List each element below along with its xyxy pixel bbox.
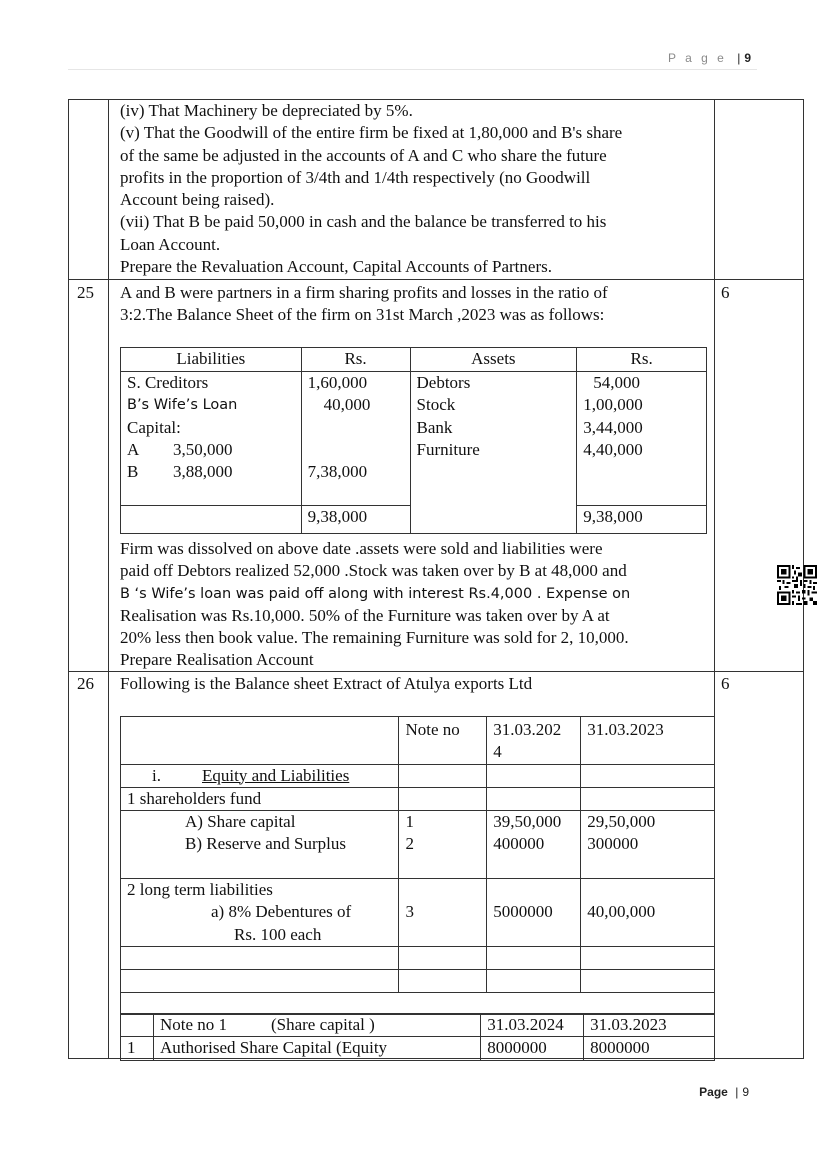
text-line: B ‘s Wife’s loan was paid off along with interest Rs.4,000 . Expense on bbox=[120, 585, 631, 602]
page-footer bbox=[699, 1085, 749, 1099]
header-page-number: 9 bbox=[744, 51, 751, 65]
header-liabilities: Liabilities bbox=[121, 348, 302, 372]
amount-debtors: 54,000 bbox=[593, 373, 640, 392]
header-rs-liabilities: Rs. bbox=[301, 348, 410, 372]
header-assets: Assets bbox=[410, 348, 577, 372]
qr-code-icon bbox=[777, 565, 817, 605]
amount-creditors: 1,60,000 bbox=[307, 373, 368, 392]
text-line: profits in the proportion of 3/4th and 1/4th respectively (no Goodwill bbox=[120, 167, 591, 187]
balance-sheet-table bbox=[120, 347, 707, 534]
marks-q25: 6 bbox=[721, 283, 730, 302]
note-share-capital-table bbox=[120, 1013, 715, 1061]
asset-debtors: Debtors bbox=[416, 373, 471, 392]
long-term-liabilities bbox=[121, 879, 399, 947]
extract-header-2023: 31.03.2023 bbox=[581, 717, 715, 765]
text-line: 20% less then book value. The remaining Furniture was sold for 2, 10,000. bbox=[120, 628, 629, 648]
extract-header-2024: 31.03.202 4 bbox=[487, 717, 581, 765]
assets-total: 9,38,000 bbox=[577, 506, 707, 534]
reserve-surplus-2024: 400000 bbox=[493, 834, 545, 854]
amount-capital: 7,38,000 bbox=[307, 462, 368, 482]
empty-row bbox=[121, 970, 399, 993]
text-line: (v) That the Goodwill of the entire firm be fixed at 1,80,000 and B's share bbox=[120, 123, 623, 143]
text-line: A and B were partners in a firm sharing profits and losses in the ratio of bbox=[120, 283, 608, 302]
note-header-2024: 31.03.2024 bbox=[481, 1014, 584, 1037]
note-row-2024: 8000000 bbox=[481, 1037, 584, 1060]
text-line: 3:2.The Balance Sheet of the firm on 31st March ,2023 was as follows: bbox=[120, 305, 605, 325]
text-line: (iv) That Machinery be depreciated by 5%. bbox=[120, 101, 413, 120]
amount-bank: 3,44,000 bbox=[583, 417, 643, 437]
note-title: Note no 1 (Share capital ) bbox=[153, 1014, 480, 1037]
footer-separator: | bbox=[735, 1085, 739, 1099]
liabilities-total: 9,38,000 bbox=[301, 506, 410, 534]
question-25-intro bbox=[120, 282, 710, 327]
balance-sheet-extract-table bbox=[120, 716, 715, 1015]
note-ref-2: 2 bbox=[405, 834, 414, 854]
group-shareholders-fund: 1 shareholders fund bbox=[121, 787, 399, 810]
item-debentures-cont: Rs. 100 each bbox=[234, 924, 322, 944]
column-divider-qno bbox=[108, 99, 109, 1059]
extract-header-note: Note no bbox=[399, 717, 487, 765]
liability-capital: Capital: bbox=[127, 417, 181, 437]
text-line: of the same be adjusted in the accounts of A and C who share the future bbox=[120, 145, 607, 165]
question-25-details bbox=[120, 538, 710, 672]
asset-stock: Stock bbox=[416, 395, 456, 415]
section-equity-liabilities: i. Equity and Liabilities bbox=[121, 764, 399, 787]
text-line: Following is the Balance sheet Extract of Atulya exports Ltd bbox=[120, 674, 533, 693]
liability-creditors: S. Creditors bbox=[127, 373, 209, 392]
question-24-continued bbox=[120, 100, 710, 278]
text-line: paid off Debtors realized 52,000 .Stock was taken over by B at 48,000 and bbox=[120, 561, 627, 581]
amount-stock: 1,00,000 bbox=[583, 395, 643, 415]
capital-a-row: A 3,50,000 bbox=[127, 439, 233, 459]
header-rule bbox=[68, 69, 757, 70]
question-number-26: 26 bbox=[77, 674, 94, 693]
page-header bbox=[668, 51, 751, 65]
row-divider-q25 bbox=[68, 279, 804, 280]
empty-row bbox=[121, 947, 399, 970]
asset-furniture: Furniture bbox=[416, 439, 480, 459]
reserve-surplus-2023: 300000 bbox=[587, 834, 639, 854]
debentures-2023: 40,00,000 bbox=[587, 902, 656, 922]
amount-wife-loan: 40,000 bbox=[323, 395, 371, 415]
text-line: Prepare Realisation Account bbox=[120, 650, 314, 670]
header-label: P a g e bbox=[668, 51, 727, 65]
item-debentures: a) 8% Debentures of bbox=[211, 902, 352, 922]
text-line: (vii) That B be paid 50,000 in cash and the balance be transferred to his bbox=[120, 212, 607, 232]
question-26-intro bbox=[120, 673, 710, 695]
text-line: Account being raised). bbox=[120, 190, 275, 210]
liability-wife-loan: B’s Wife’s Loan bbox=[127, 397, 238, 414]
footer-label: Page bbox=[699, 1085, 728, 1099]
note-row-number: 1 bbox=[121, 1037, 154, 1060]
text-line: Realisation was Rs.10,000. 50% of the Furniture was taken over by A at bbox=[120, 605, 610, 625]
question-number-25: 25 bbox=[77, 283, 94, 302]
marks-q26: 6 bbox=[721, 674, 730, 693]
text-line: Loan Account. bbox=[120, 234, 221, 254]
debentures-2024: 5000000 bbox=[493, 902, 553, 922]
item-reserve-surplus: B) Reserve and Surplus bbox=[185, 834, 347, 854]
header-rs-assets: Rs. bbox=[577, 348, 707, 372]
note-row-2023: 8000000 bbox=[584, 1037, 715, 1060]
liabilities-amount-cell bbox=[301, 372, 410, 506]
note-row-label: Authorised Share Capital (Equity bbox=[153, 1037, 480, 1060]
liabilities-cell bbox=[121, 372, 302, 506]
text-line: Prepare the Revaluation Account, Capital Accounts of Partners. bbox=[120, 257, 552, 277]
item-share-capital: A) Share capital bbox=[185, 812, 296, 832]
asset-bank: Bank bbox=[416, 417, 453, 437]
extract-header-blank bbox=[121, 717, 399, 765]
amount-furniture: 4,40,000 bbox=[583, 439, 643, 459]
spacer-row bbox=[121, 993, 715, 1015]
group-long-term-liabilities: 2 long term liabilities bbox=[127, 880, 273, 900]
share-capital-2024: 39,50,000 bbox=[493, 812, 562, 832]
capital-b-row: B 3,88,000 bbox=[127, 462, 233, 482]
shareholders-fund-items bbox=[121, 811, 399, 879]
note-ref-3: 3 bbox=[405, 902, 414, 922]
note-ref-1: 1 bbox=[405, 812, 414, 832]
liabilities-total-blank bbox=[121, 506, 302, 534]
share-capital-2023: 29,50,000 bbox=[587, 812, 656, 832]
text-line: Firm was dissolved on above date .assets were sold and liabilities were bbox=[120, 539, 603, 558]
note-header-2023: 31.03.2023 bbox=[584, 1014, 715, 1037]
assets-cell bbox=[410, 372, 577, 534]
assets-amount-cell bbox=[577, 372, 707, 506]
footer-page-number: 9 bbox=[742, 1085, 749, 1099]
header-separator: | bbox=[737, 51, 741, 65]
